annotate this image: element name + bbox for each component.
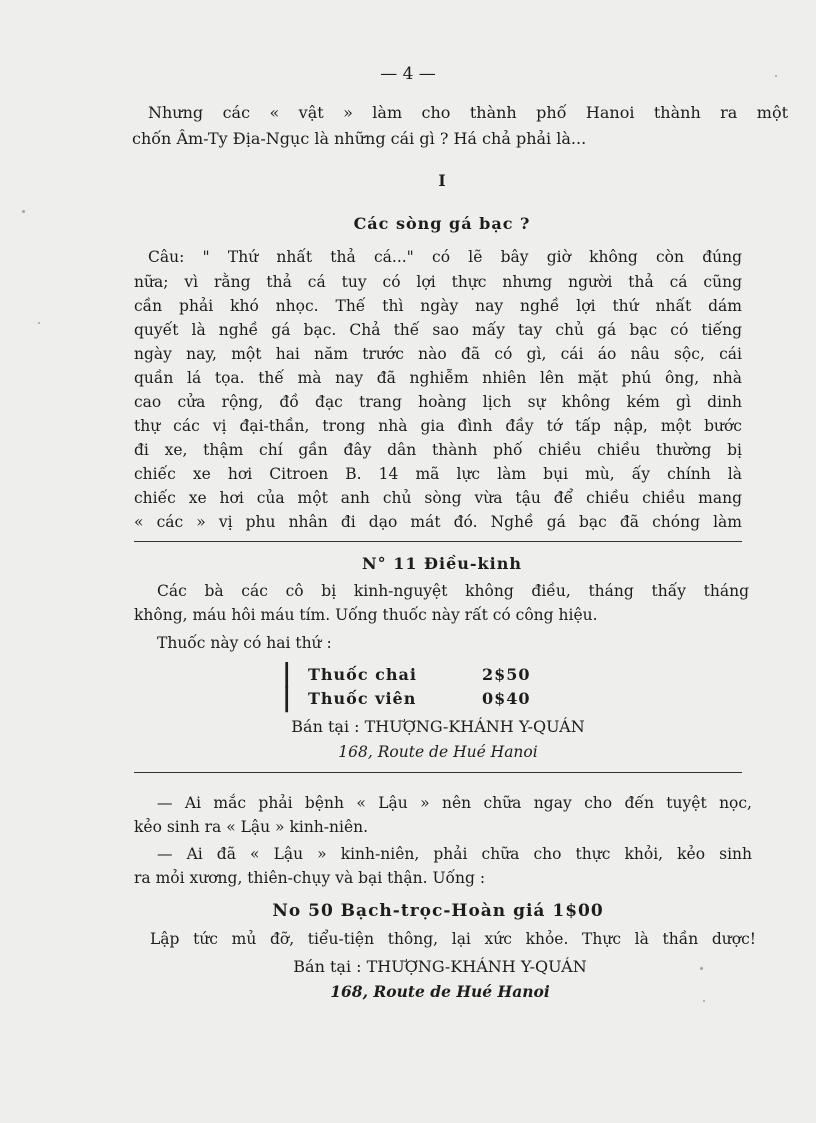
body-line: quần lá tọa. thế mà nay đã nghiễm nhiên lên mặt phú ông, nhà [134,369,742,387]
ad-title: No 50 Bạch-trọc-Hoàn giá 1$00 [272,901,604,921]
body-line: thự các vị đại-thần, trong nhà gia đình đầy tớ tấp nập, một bước [134,417,742,435]
scan-speck [703,1000,705,1002]
price-item-value: 0$40 [482,689,531,708]
intro-line: Nhưng các « vật » làm cho thành phố Hanoi thành ra một [148,103,788,122]
seller-line: Bán tại : THƯỢNG-KHÁNH Y-QUÁN [293,957,587,976]
body-line: Câu: " Thứ nhất thả cá..." có lẽ bây giờ không còn đúng [148,248,742,266]
intro-line: chốn Âm-Ty Địa-Ngục là những cái gì ? Há chả phải là... [132,129,587,148]
price-item-value: 2$50 [482,665,531,684]
price-item-name: Thuốc chai [308,665,417,684]
divider-rule [134,772,742,773]
scan-speck [700,967,703,970]
page-number: — 4 — [380,64,436,84]
brace-mark: | [282,683,292,713]
price-item-name: Thuốc viên [308,689,417,708]
ad-text-line: — Ai đã « Lậu » kinh-niên, phải chữa cho thực khỏi, kẻo sinh [157,845,752,863]
ad-text-line: Các bà các cô bị kinh-nguyệt không điều, tháng thấy tháng [157,582,749,600]
seller-line: Bán tại : THƯỢNG-KHÁNH Y-QUÁN [291,717,585,736]
body-line: chiếc xe hơi của một anh chủ sòng vừa tậu để chiều chiều mang [134,489,742,507]
seller-address: 168, Route de Hué Hanoi [330,982,550,1001]
body-line: cao cửa rộng, đồ đạc trang hoàng lịch sự không kém gì dinh [134,393,742,411]
ad-text-line: Lập tức mủ đỡ, tiểu-tiện thông, lại xức khỏe. Thực là thần dược! [150,930,756,948]
section-heading: Các sòng gá bạc ? [353,214,531,233]
ad-text-line: không, máu hôi máu tím. Uống thuốc này rất có công hiệu. [134,606,598,624]
divider-rule [134,541,742,542]
body-line: đi xe, thậm chí gần đây dân thành phố chiều chiều thường bị [134,441,742,459]
ad-title: N° 11 Điều-kinh [362,554,522,573]
scan-speck [22,210,25,213]
ad-text-line: ra mỏi xương, thiên-chụy và bại thận. Uống : [134,869,486,887]
brace-mark: | [282,659,292,689]
body-line: quyết là nghề gá bạc. Chả thế sao mấy tay chủ gá bạc có tiếng [134,321,742,339]
ad-text-line: kẻo sinh ra « Lậu » kinh-niên. [134,818,369,836]
seller-address: 168, Route de Hué Hanoi [338,743,538,761]
ad-text-line: Thuốc này có hai thứ : [157,634,332,652]
body-line: cần phải khó nhọc. Thế thì ngày nay nghề lợi thứ nhất dám [134,297,742,315]
body-line: « các » vị phu nhân đi dạo mát đó. Nghề gá bạc đã chóng làm [134,513,742,531]
body-line: chiếc xe hơi Citroen B. 14 mã lực làm bụi mù, ấy chính là [134,465,742,483]
ad-text-line: — Ai mắc phải bệnh « Lậu » nên chữa ngay cho đến tuyệt nọc, [157,794,752,812]
scan-speck [38,322,40,324]
body-line: ngày nay, một hai năm trước nào đã có gì, cái áo nâu sộc, cái [134,345,742,363]
section-roman-numeral: I [438,171,446,190]
body-line: nữa; vì rằng thả cá tuy có lợi thực nhưng người thả cá cũng [134,273,742,291]
